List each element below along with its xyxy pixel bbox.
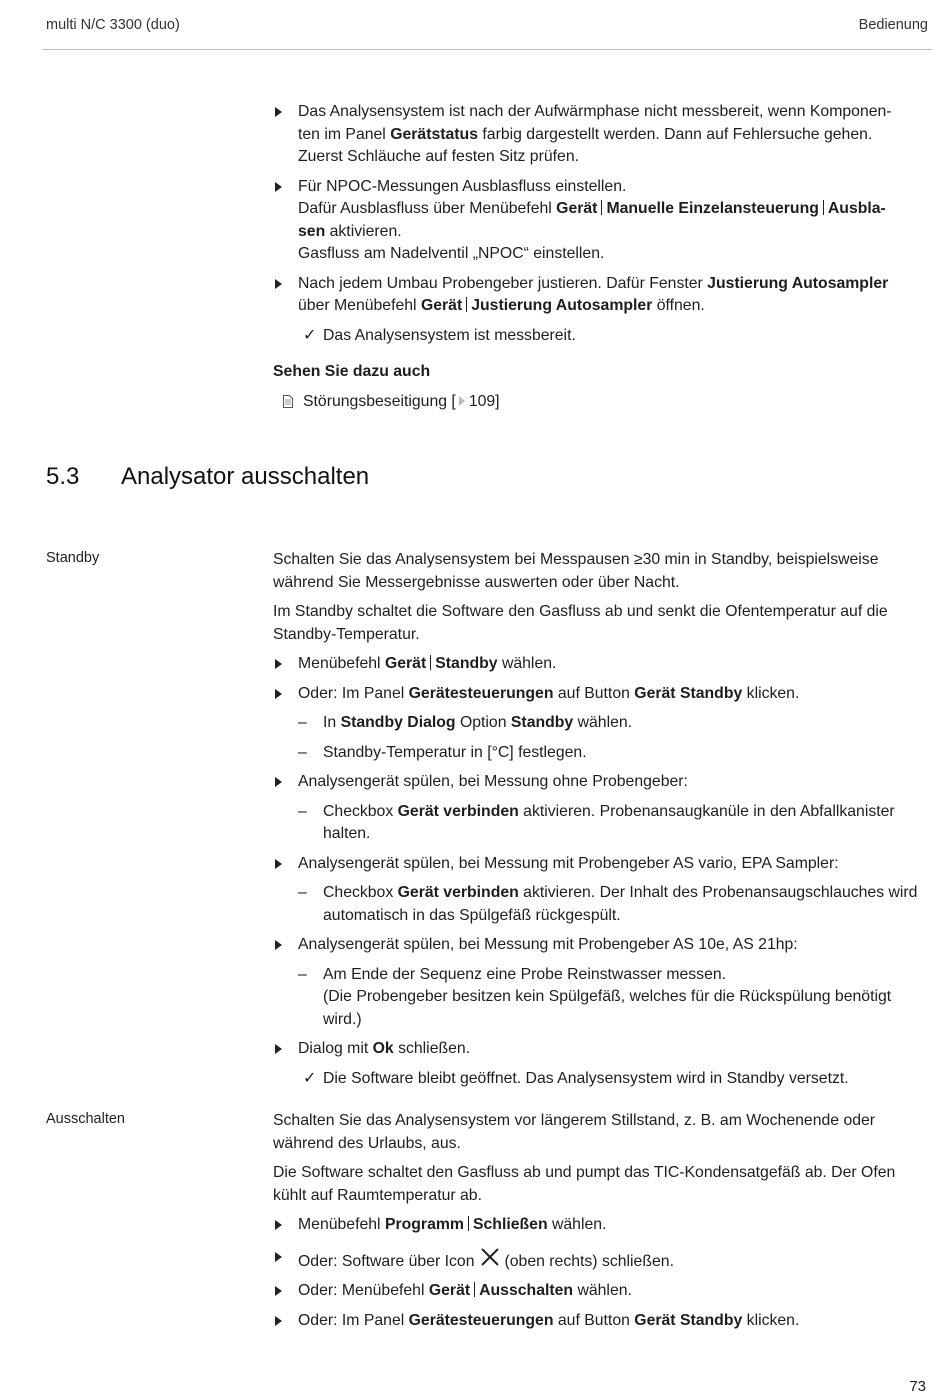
- ui-term: Manuelle Einzelansteuerung: [606, 200, 819, 217]
- shutdown-instructions: [273, 1110, 921, 1339]
- menu-separator: [474, 1282, 475, 1297]
- section-title: Analysator ausschalten: [121, 463, 370, 490]
- result-item: [273, 1068, 921, 1091]
- text: aktivieren.: [325, 222, 402, 240]
- text: Oder: Menübefehl: [298, 1282, 429, 1299]
- bullet-icon: [275, 659, 282, 669]
- text: Analysengerät spülen, bei Messung ohne Probengeber:: [298, 773, 688, 790]
- ui-term: Standby Dialog: [340, 714, 456, 731]
- top-instructions: [273, 101, 921, 413]
- ui-term: Ausbla-: [827, 200, 886, 217]
- text: wählen.: [497, 655, 557, 672]
- text: Gasfluss am Nadelventil „NPOC“ einstellen.: [298, 245, 605, 262]
- list-item: [273, 853, 921, 876]
- sub-item: [273, 964, 921, 1032]
- bullet-icon: [275, 859, 282, 869]
- bullet-icon: [275, 1286, 282, 1296]
- checkmark-icon: ✓: [303, 326, 317, 344]
- text: Zuerst Schläuche auf festen Sitz prüfen.: [298, 148, 579, 165]
- ui-term: Gerät: [556, 200, 598, 217]
- text: Menübefehl: [298, 1216, 385, 1233]
- text: Oder: Im Panel: [298, 684, 409, 702]
- paragraph: Schalten Sie das Analysensystem bei Messpausen ≥30 min in Standby, beispielsweise während Sie Messergebnisse auswerten oder über Nacht.: [273, 551, 879, 591]
- close-x-icon: [479, 1246, 501, 1268]
- section-number: 5.3: [46, 463, 80, 490]
- paragraph: Schalten Sie das Analysensystem vor längerem Stillstand, z. B. am Wochenende oder während des Urlaubs, aus.: [273, 1112, 876, 1152]
- checkmark-icon: ✓: [303, 1069, 317, 1087]
- text: ten im Panel: [298, 125, 391, 143]
- text: (Die Probengeber besitzen kein Spülgefäß, welches für die Rückspülung benötigt wird.): [323, 988, 892, 1028]
- result-item: [273, 325, 921, 348]
- bullet-icon: [275, 279, 282, 289]
- paragraph: Die Software schaltet den Gasfluss ab und pumpt das TIC-Kondensatgefäß ab. Der Ofen kühlt auf Raumtemperatur ab.: [273, 1164, 896, 1204]
- bullet-icon: [275, 689, 282, 699]
- header-product: multi N/C 3300 (duo): [46, 17, 180, 33]
- list-item: [273, 1246, 921, 1274]
- sub-item: [273, 712, 921, 735]
- menu-separator: [823, 200, 824, 215]
- ui-term: Standby: [435, 655, 498, 672]
- list-item: [273, 771, 921, 794]
- text: Dialog mit: [298, 1040, 373, 1057]
- document-icon: [283, 395, 293, 408]
- list-item: [273, 1214, 921, 1237]
- ui-term: Gerät Standby: [634, 1311, 743, 1329]
- text: (oben rechts) schließen.: [504, 1252, 674, 1270]
- list-item: [273, 683, 921, 706]
- ui-term: Gerätesteuerungen: [408, 684, 554, 702]
- text: Checkbox: [323, 802, 398, 820]
- text: Oder: Software über Icon: [298, 1252, 475, 1270]
- text: Dafür Ausblasfluss über Menübefehl: [298, 200, 557, 217]
- ui-term: Ausschalten: [479, 1282, 574, 1299]
- menu-separator: [430, 655, 431, 670]
- bullet-icon: [275, 777, 282, 787]
- text: Option: [455, 714, 511, 731]
- text: aktivieren. Der Inhalt des Probenansaugschlauches wird automatisch in das Spülgefäß rückgespült.: [323, 884, 918, 924]
- paragraph: Im Standby schaltet die Software den Gasfluss ab und senkt die Ofentemperatur auf die Standby-Temperatur.: [273, 603, 888, 643]
- text: Am Ende der Sequenz eine Probe Reinstwasser messen.: [323, 965, 727, 983]
- margin-label-standby: Standby: [46, 550, 100, 566]
- sub-item: [273, 882, 921, 927]
- text: farbig dargestellt werden. Dann auf Fehlersuche gehen.: [478, 125, 873, 143]
- list-item: [273, 1038, 921, 1061]
- menu-separator: [601, 200, 602, 215]
- text: aktivieren. Probenansaugkanüle in den Abfallkanister halten.: [323, 802, 895, 842]
- bullet-icon: [275, 182, 282, 192]
- bullet-icon: [275, 107, 282, 117]
- menu-separator: [466, 297, 467, 312]
- list-item: [273, 176, 921, 266]
- header-rule: [42, 49, 932, 50]
- ui-term: Justierung Autosampler: [707, 274, 889, 292]
- dash-icon: –: [298, 802, 307, 820]
- text: Für NPOC-Messungen Ausblasfluss einstellen.: [298, 177, 627, 195]
- ui-term: sen: [298, 222, 326, 240]
- list-item: [273, 934, 921, 957]
- page-header: [46, 15, 928, 37]
- list-item: [273, 1280, 921, 1303]
- header-chapter: Bedienung: [858, 17, 928, 33]
- text: über Menübefehl: [298, 297, 421, 314]
- see-also-heading: Sehen Sie dazu auch: [273, 363, 431, 380]
- ui-term: Schließen: [472, 1216, 548, 1233]
- text: öffnen.: [652, 297, 705, 314]
- ui-term: Gerätesteuerungen: [408, 1311, 554, 1329]
- ui-term: Justierung Autosampler: [471, 297, 653, 314]
- text: auf Button: [553, 684, 635, 702]
- text: wählen.: [573, 1282, 632, 1299]
- link-text: Störungsbeseitigung [: [303, 392, 456, 410]
- dash-icon: –: [298, 965, 307, 983]
- standby-instructions: [273, 549, 921, 1097]
- margin-label-shutdown: Ausschalten: [46, 1111, 125, 1127]
- list-item: [273, 101, 921, 169]
- dash-icon: –: [298, 884, 307, 901]
- bullet-icon: [275, 940, 282, 950]
- text: wählen.: [573, 714, 633, 731]
- dash-icon: –: [298, 714, 307, 731]
- ui-term: Gerät: [420, 297, 463, 314]
- bullet-icon: [275, 1316, 282, 1326]
- text: In: [323, 714, 341, 731]
- text: Das Analysensystem ist messbereit.: [323, 326, 576, 344]
- text: Das Analysensystem ist nach der Aufwärmphase nicht messbereit, wenn Komponen-: [298, 103, 892, 120]
- list-item: [273, 653, 921, 676]
- see-also-link[interactable]: [273, 391, 921, 414]
- ui-term: Gerät verbinden: [397, 802, 519, 820]
- menu-separator: [468, 1216, 469, 1231]
- bullet-icon: [275, 1252, 282, 1262]
- text: Oder: Im Panel: [298, 1311, 409, 1329]
- text: Nach jedem Umbau Probengeber justieren. Dafür Fenster: [298, 274, 708, 292]
- ui-term: Standby: [510, 714, 574, 731]
- ui-term: Programm: [384, 1216, 464, 1233]
- sub-item: [273, 801, 921, 846]
- text: schließen.: [393, 1040, 471, 1057]
- text: wählen.: [547, 1216, 607, 1233]
- text: klicken.: [742, 1311, 800, 1329]
- text: Checkbox: [323, 884, 398, 901]
- text: Menübefehl: [298, 655, 385, 672]
- list-item: [273, 273, 921, 318]
- text: Standby-Temperatur in [°C] festlegen.: [323, 743, 587, 761]
- text: Analysengerät spülen, bei Messung mit Probengeber AS 10e, AS 21hp:: [298, 936, 798, 953]
- list-item: [273, 1310, 921, 1333]
- ui-term: Gerät: [428, 1282, 471, 1299]
- text: klicken.: [742, 684, 800, 702]
- ui-term: Gerät Standby: [634, 684, 743, 702]
- text: Analysengerät spülen, bei Messung mit Probengeber AS vario, EPA Sampler:: [298, 854, 839, 872]
- ui-term: Gerät: [384, 655, 427, 672]
- dash-icon: –: [298, 743, 307, 761]
- page-arrow-icon: [459, 396, 465, 406]
- text: auf Button: [553, 1311, 635, 1329]
- page-number: 73: [909, 1378, 926, 1395]
- sub-item: [273, 742, 921, 765]
- text: Die Software bleibt geöffnet. Das Analysensystem wird in Standby versetzt.: [323, 1069, 849, 1087]
- ui-term: Gerät verbinden: [397, 884, 519, 901]
- ui-term: Ok: [372, 1040, 394, 1057]
- ui-term: Gerätstatus: [390, 125, 478, 143]
- link-page: 109]: [468, 392, 500, 410]
- bullet-icon: [275, 1220, 282, 1230]
- bullet-icon: [275, 1044, 282, 1054]
